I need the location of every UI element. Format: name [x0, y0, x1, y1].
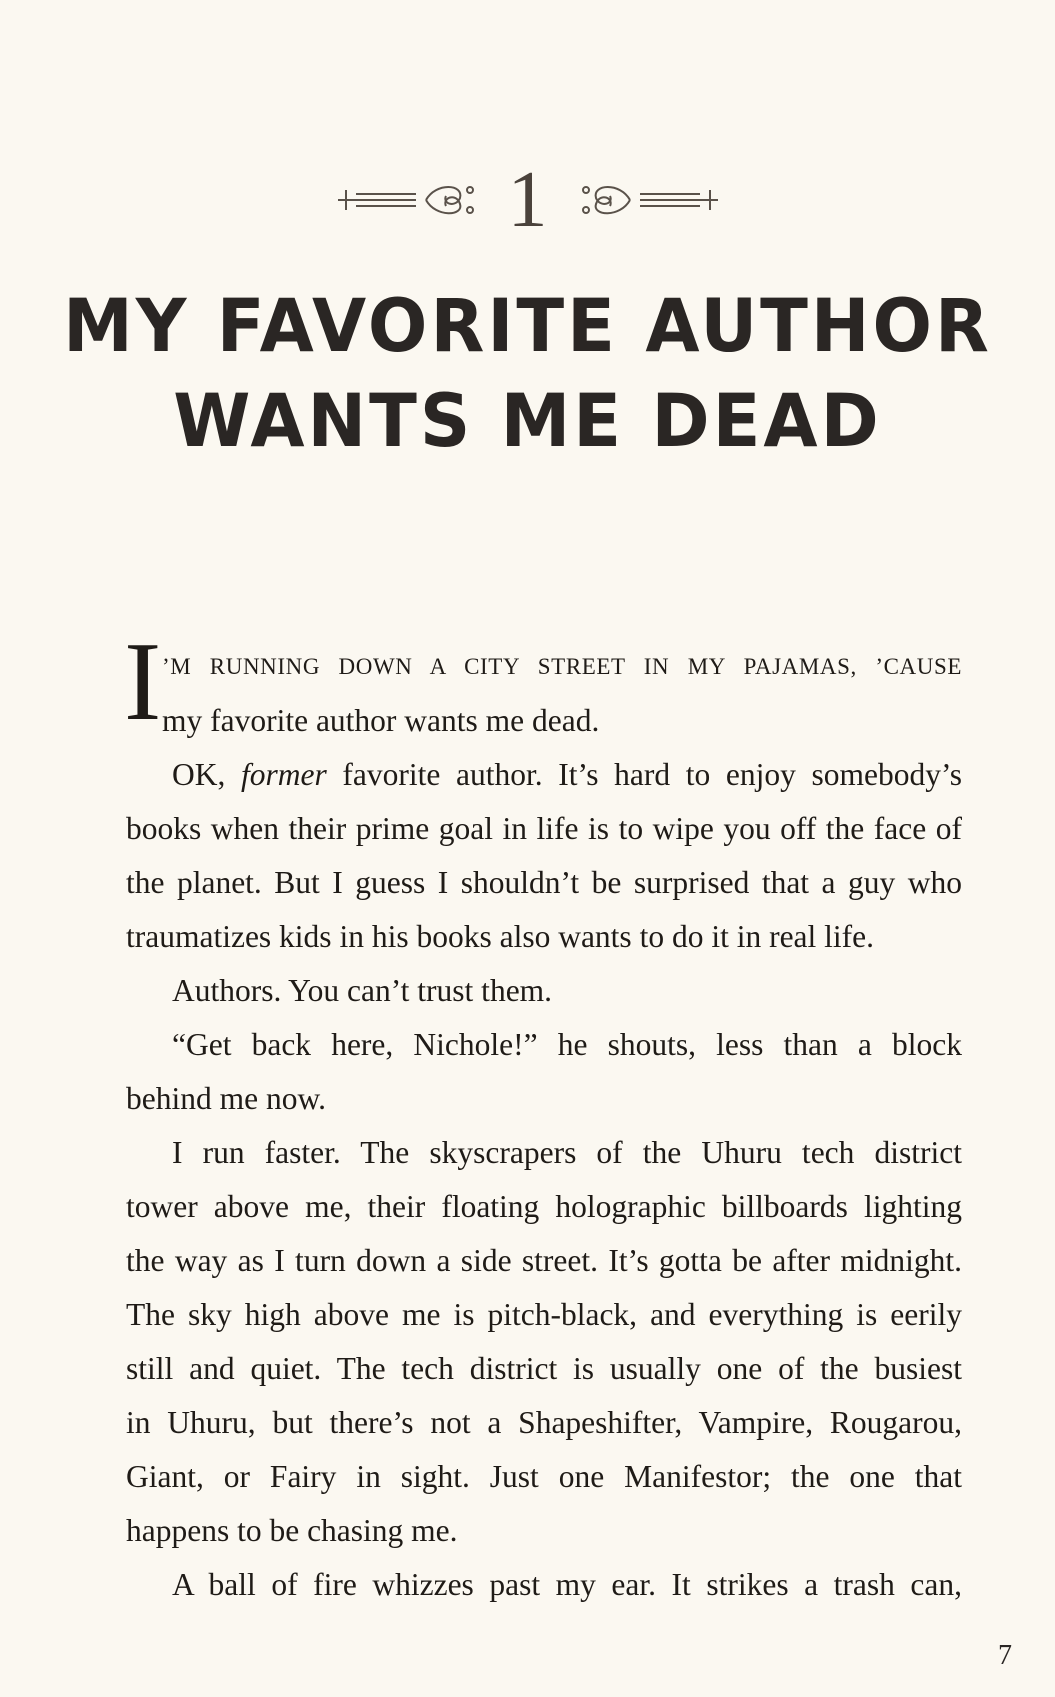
text-line: the way as I turn down a side street. It’s gotta be after midnight.	[126, 1243, 962, 1278]
body-text	[126, 640, 962, 1612]
left-flourish-icon	[336, 178, 486, 222]
text-line: happens to be chasing me.	[126, 1513, 458, 1548]
text-line: The sky high above me is pitch-black, and everything is eerily	[126, 1297, 962, 1332]
right-flourish-icon	[570, 178, 720, 222]
text-line: traumatizes kids in his books also wants to do it in real life.	[126, 919, 875, 954]
text-line: the planet. But I guess I shouldn’t be surprised that a guy who	[126, 865, 962, 900]
chapter-title-line-1: MY FAVORITE AUTHOR	[63, 282, 992, 370]
chapter-number: 1	[507, 156, 548, 244]
text-line	[126, 748, 962, 802]
chapter-title-line-2: WANTS ME DEAD	[173, 377, 882, 465]
drop-cap: I	[124, 620, 162, 744]
text-line: “Get back here, Nichole!” he shouts, less than a block	[172, 1027, 962, 1062]
text-line: ’M RUNNING DOWN A CITY STREET IN MY PAJAMAS, ’CAUSE	[162, 654, 962, 679]
text-line: Authors. You can’t trust them.	[172, 973, 553, 1008]
text-line: behind me now.	[126, 1081, 327, 1116]
text-span: OK,	[172, 757, 242, 792]
text-line: I run faster. The skyscrapers of the Uhuru tech district	[172, 1135, 962, 1170]
text-line: still and quiet. The tech district is usually one of the busiest	[126, 1351, 962, 1386]
text-line: A ball of fire whizzes past my ear. It strikes a trash can,	[172, 1567, 962, 1602]
text-line: Giant, or Fairy in sight. Just one Manifestor; the one that	[126, 1459, 962, 1494]
text-line: in Uhuru, but there’s not a Shapeshifter, Vampire, Rougarou,	[126, 1405, 962, 1440]
text-line: tower above me, their floating holographic billboards lighting	[126, 1189, 962, 1224]
text-line: books when their prime goal in life is to wipe you off the face of	[126, 811, 962, 846]
page-number: 7	[998, 1640, 1012, 1671]
text-span: favorite author. It’s hard to enjoy somebody’s	[326, 757, 963, 792]
italic-word: former	[241, 757, 327, 792]
chapter-heading	[0, 156, 1055, 244]
text-line: my favorite author wants me dead.	[162, 703, 600, 738]
